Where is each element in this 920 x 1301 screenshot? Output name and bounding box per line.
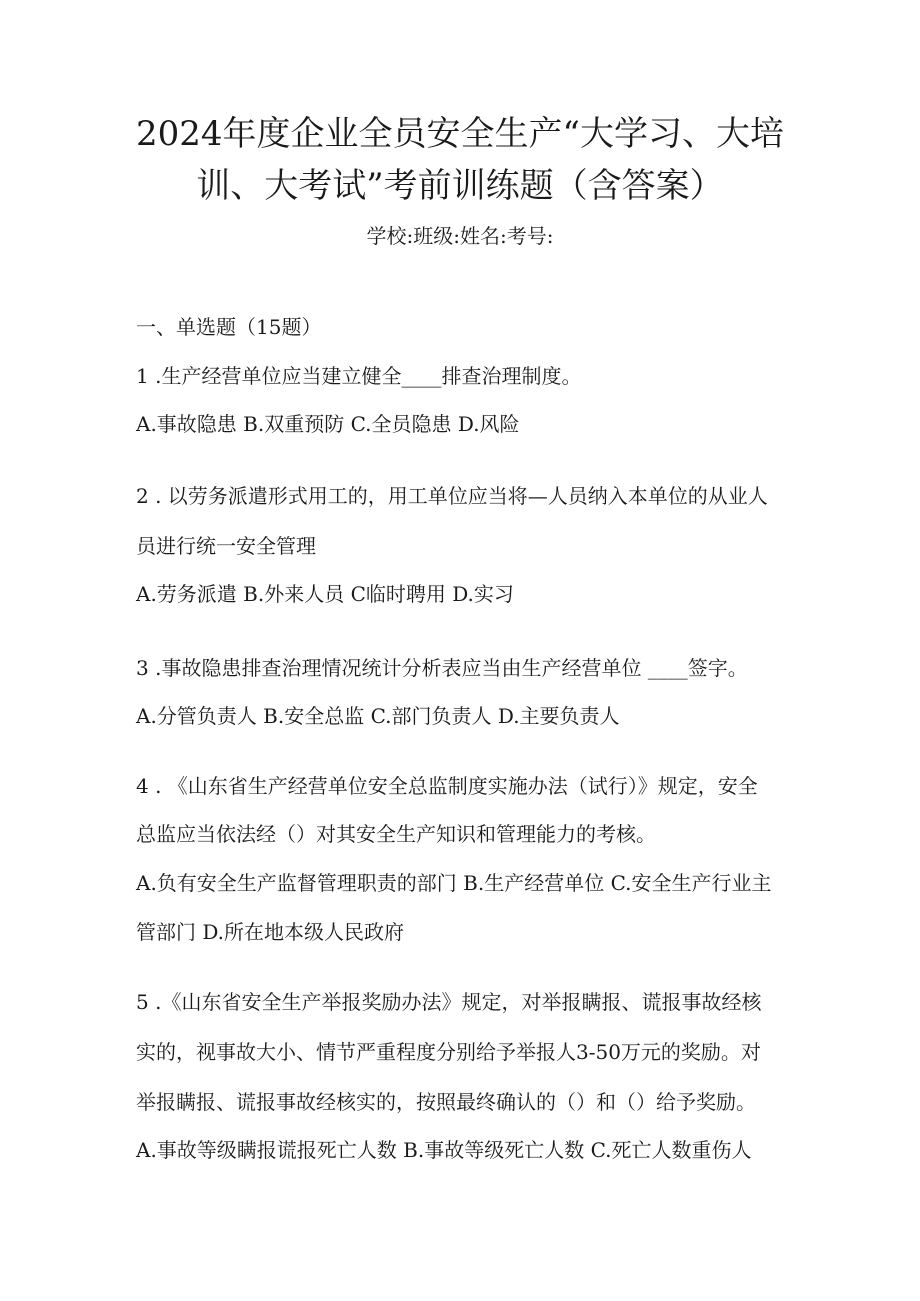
section-header: 一、单选题（15题）: [136, 315, 322, 339]
question-5-text-line-2: 实的，视事故大小、情节严重程度分别给予举报人3-50万元的奖励。对: [136, 1040, 761, 1064]
question-5-text-line-1: 5 .《山东省安全生产举报奖励办法》规定，对举报瞒报、谎报事故经核: [136, 990, 762, 1014]
question-4-options-line-1: A.负有安全生产监督管理职责的部门 B.生产经营单位 C.安全生产行业主: [136, 871, 772, 895]
question-2-text-line-1: 2 . 以劳务派遣形式用工的，用工单位应当将—人员纳入本单位的从业人: [136, 484, 768, 508]
question-1-text: 1 .生产经营单位应当建立健全____排查治理制度。: [136, 364, 582, 388]
question-4-options-line-2: 管部门 D.所在地本级人民政府: [136, 920, 405, 944]
document-title-line-2: 训、大考试”考前训练题（含答案）: [196, 166, 724, 206]
question-5-text-line-3: 举报瞒报、谎报事故经核实的，按照最终确认的（）和（）给予奖励。: [136, 1090, 756, 1114]
question-2-options: A.劳务派遣 B.外来人员 C临时聘用 D.实习: [136, 582, 514, 606]
student-info-line: 学校:班级:姓名:考号:: [366, 224, 554, 248]
question-3-options: A.分管负责人 B.安全总监 C.部门负责人 D.主要负责人: [136, 704, 620, 728]
document-title-line-1: 2024年度企业全员安全生产“大学习、大培: [136, 114, 784, 154]
question-1-options: A.事故隐患 B.双重预防 C.全员隐患 D.风险: [136, 412, 520, 436]
question-4-text-line-2: 总监应当依法经（）对其安全生产知识和管理能力的考核。: [136, 822, 656, 846]
question-3-text: 3 .事故隐患排查治理情况统计分析表应当由生产经营单位 ____签字。: [136, 656, 748, 680]
question-2-text-line-2: 员进行统一安全管理: [136, 534, 316, 558]
question-4-text-line-1: 4 . 《山东省生产经营单位安全总监制度实施办法（试行）》规定，安全: [136, 774, 758, 798]
question-5-options: A.事故等级瞒报谎报死亡人数 B.事故等级死亡人数 C.死亡人数重伤人: [136, 1138, 752, 1162]
